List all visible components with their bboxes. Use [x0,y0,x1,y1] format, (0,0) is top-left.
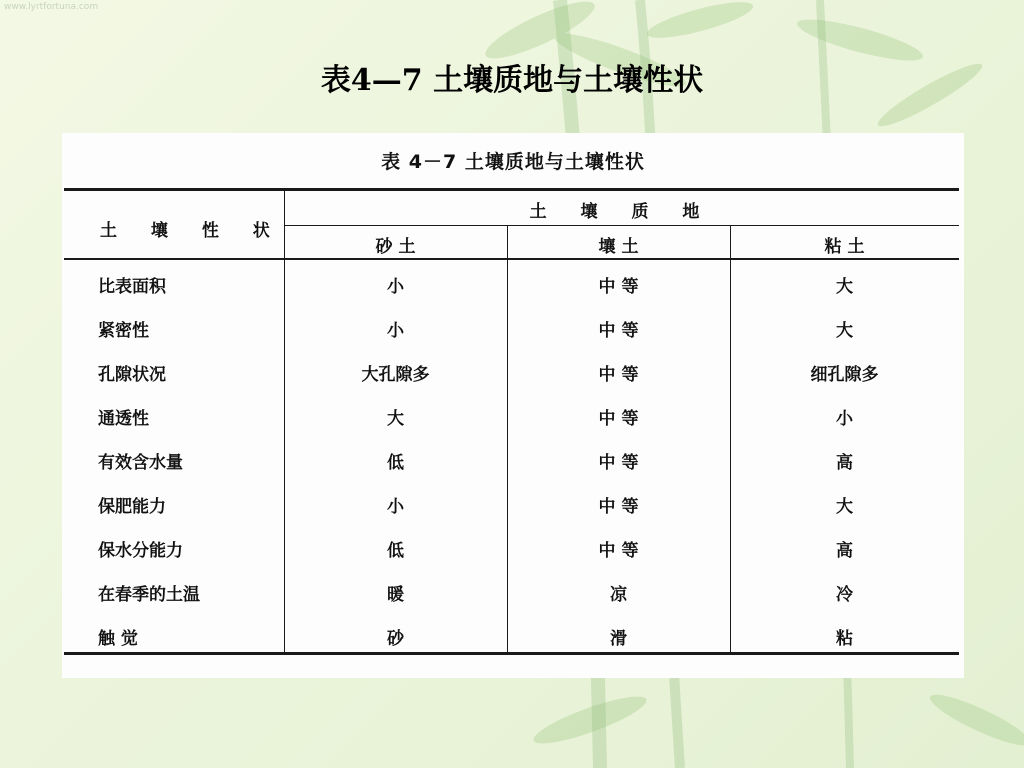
table-bottom-rule [64,652,959,655]
row-label: 有效含水量 [98,453,183,473]
table-caption: 表 4－7 土壤质地与土壤性状 [381,151,645,173]
table-cell-sandy: 暖 [387,585,404,605]
table-cell-clay: 高 [836,541,853,561]
group-header: 土 壤 质 地 [529,202,714,222]
scanned-table-image [62,133,964,678]
table-cell-loam: 中 等 [598,365,639,385]
table-cell-sandy: 大 [387,409,404,429]
table-cell-loam: 中 等 [598,409,639,429]
row-label: 保肥能力 [98,497,166,517]
table-cell-sandy: 大孔隙多 [361,365,430,385]
table-cell-loam: 中 等 [598,497,639,517]
row-label: 孔隙状况 [98,365,166,385]
column-header-sandy: 砂 土 [375,237,416,257]
table-cell-clay: 大 [836,277,853,297]
table-cell-clay: 冷 [836,585,853,605]
table-cell-sandy: 小 [387,497,404,517]
column-header-loam: 壤 土 [598,237,639,257]
row-label: 在春季的土温 [98,585,200,605]
table-cell-sandy: 小 [387,321,404,341]
column-header-clay: 粘 土 [824,237,865,257]
table-cell-clay: 粘 [836,629,853,649]
table-cell-clay: 大 [836,321,853,341]
header-bottom-rule [64,258,959,260]
table-cell-loam: 中 等 [598,453,639,473]
table-cell-loam: 中 等 [598,321,639,341]
table-cell-sandy: 低 [387,453,404,473]
slide-title: 表4—7 土壤质地与土壤性状 [320,63,704,98]
table-top-rule [64,188,959,191]
row-label: 保水分能力 [98,541,183,561]
table-cell-sandy: 砂 [387,629,404,649]
watermark-text: www.lyrtfortuna.com [4,2,99,12]
table-cell-loam: 中 等 [598,541,639,561]
row-header: 土 壤 性 状 [100,221,284,241]
table-cell-clay: 高 [836,453,853,473]
row-label: 比表面积 [98,277,166,297]
row-label: 触 觉 [98,629,138,649]
group-header-rule [284,225,959,226]
table-cell-clay: 细孔隙多 [810,365,879,385]
table-cell-loam: 滑 [610,629,627,649]
table-cell-loam: 中 等 [598,277,639,297]
table-cell-sandy: 低 [387,541,404,561]
table-cell-loam: 凉 [610,585,627,605]
table-cell-clay: 大 [836,497,853,517]
table-cell-sandy: 小 [387,277,404,297]
row-label: 通透性 [98,409,149,429]
table-cell-clay: 小 [836,409,853,429]
row-label: 紧密性 [98,321,149,341]
